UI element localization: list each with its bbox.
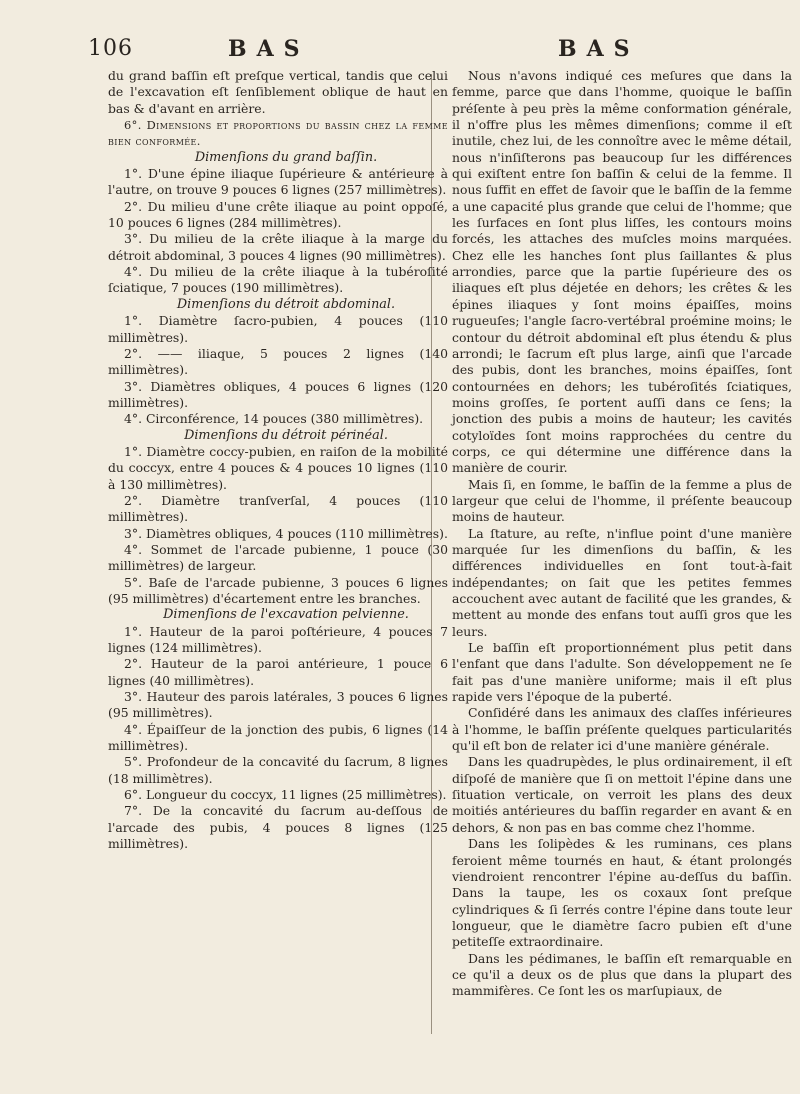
- page-header: [0, 22, 800, 70]
- measure-item: 2°. Hauteur de la paroi antérieure, 1 pouce 6 lignes (40 millimètres).: [108, 656, 448, 688]
- measure-item: 4°. Sommet de l'arcade pubienne, 1 pouce (30 millimètres) de largeur.: [108, 541, 448, 574]
- measure-item: 1°. Hauteur de la paroi poſtérieure, 4 pouces 7 lignes (124 millimètres).: [108, 623, 448, 656]
- measure-item: 3°. Hauteur des parois latérales, 3 pouces 6 lignes (95 millimètres).: [108, 689, 448, 721]
- body-paragraph: La ſtature, au reſte, n'influe point d'une manière marquée ſur les dimenſions du baſſin, & les différences individuelles en ſont tout-à-fait indépendantes; on ſait que les petites femmes accouchent avec autant de facilité que les grandes, & mettent au monde des enfans tout auſſi gros que les leurs.: [452, 525, 792, 639]
- measure-item: 7°. De la concavité du ſacrum au-deſſous de l'arcade des pubis, 4 pouces 8 lignes (125 millimètres).: [108, 803, 448, 852]
- measure-item: 1°. Diamètre ſacro-pubien, 4 pouces (110 millimètres).: [108, 313, 448, 345]
- measure-item: 3°. Diamètres obliques, 4 pouces (110 millimètres).: [124, 525, 448, 541]
- running-head-left: BAS: [228, 36, 310, 62]
- body-paragraph: Dans les quadrupèdes, le plus ordinairement, il eſt diſpoſé de manière que ſi on mettoit l'épine dans une ſituation verticale, on verroit les plans des deux moitiés antérieures du baſſin regarder en avant & en dehors, & non pas en bas comme chez l'homme.: [452, 754, 792, 835]
- body-paragraph: Le baſſin eſt proportionnément plus petit dans l'enfant que dans l'adulte. Son développement ne ſe fait pas d'une manière uniforme; mais il eſt plus rapide vers l'époque de la puberté.: [452, 640, 792, 705]
- measure-item: 3°. Diamètres obliques, 4 pouces 6 lignes (120 millimètres).: [108, 378, 448, 410]
- subheading-detroit-abdominal: Dimenſions du détroit abdominal.: [176, 296, 396, 312]
- intro-paragraph: du grand baſſin eſt preſque vertical, tandis que celui de l'excavation eſt ſenſiblement oblique de haut en bas & d'avant en arrière.: [108, 68, 448, 116]
- body-paragraph: Dans les pédimanes, le baſſin eſt remarquable en ce qu'il a deux os de plus que dans la plupart des mammifères. Ce ſont les os marſupiaux, de: [452, 950, 792, 999]
- body-paragraph: Dans les ſolipèdes & les ruminans, ces plans feroient même tournés en haut, & étant prolongés viendroient rencontrer l'épine au-deſſus du baſſin. Dans la taupe, les os coxaux ſont preſque cylindriques & ſi ſerrés contre l'épine dans toute leur longueur, que le diamètre ſacro pubien eſt d'une petiteſſe extraordinaire.: [452, 836, 792, 950]
- left-column: [108, 68, 448, 853]
- measure-item: 4°. Épaiſſeur de la jonction des pubis, 6 lignes (14 millimètres).: [108, 721, 448, 754]
- subheading-grand-bassin: Dimenſions du grand baſſin.: [194, 149, 378, 165]
- measure-item: 4°. Du milieu de la crête iliaque à la tubéroſité ſciatique, 7 pouces (190 millimètres).: [108, 264, 448, 296]
- measure-item: 2°. Du milieu d'une crête iliaque au point oppoſé, 10 pouces 6 lignes (284 millimètres).: [108, 198, 448, 231]
- body-paragraph: Nous n'avons indiqué ces meſures que dans la femme, parce que dans l'homme, quoique le baſſin préſente à peu près la même conformation générale, il n'offre plus les mêmes dimenſions; comme il eſt inutile, chez lui, de les connoître avec le même détail, nous n'inſiſterons pas beaucoup ſur les différences qui exiſtent entre ſon baſſin & celui de la femme. Il nous ſuffit en effet de ſavoir que le baſſin de la femme a une capacité plus grande que celui de l'homme; que les ſurfaces en ſont plus liſſes, les contours moins forcés, les attaches des muſcles moins marquées. Chez elle les hanches ſont plus ſaillantes & plus arrondies, parce que la partie ſupérieure des os iliaques eſt plus déjetée en dehors; les crêtes & les épines iliaques y ſont moins épaiſſes, moins rugueuſes; l'angle ſacro-vertébral proémine moins; le contour du détroit abdominal eſt plus étendu & plus arrondi; le ſacrum eſt plus large, ainſi que l'arcade des pubis, dont les branches, moins épaiſſes, ſont contournées en dehors; les tubéroſités ſciatiques, moins groſſes, ſe portent auſſi dans ce ſens; la jonction des pubis a moins de hauteur; les cavités cotyloïdes ſont moins rapprochées du centre du corps, ce qui détermine une différence dans la manière de courir.: [452, 68, 792, 476]
- measure-item: 6°. Longueur du coccyx, 11 lignes (25 millimètres).: [124, 787, 447, 803]
- page-number: 106: [88, 36, 133, 61]
- body-paragraph: Conſidéré dans les animaux des claſſes inférieures à l'homme, le baſſin préſente quelques particularités qu'il eſt bon de relater ici d'une manière générale.: [452, 705, 792, 754]
- measure-item: 2°. Diamètre tranſverſal, 4 pouces (110 millimètres).: [108, 492, 448, 525]
- body-paragraph: Mais ſi, en ſomme, le baſſin de la femme a plus de largeur que celui de l'homme, il préſente beaucoup moins de hauteur.: [452, 476, 792, 525]
- measure-item: 4°. Circonférence, 14 pouces (380 millimètres).: [124, 411, 424, 427]
- subheading-excavation: Dimenſions de l'excavation pelvienne.: [163, 607, 409, 623]
- measure-item: 1°. Diamètre coccy-pubien, en raiſon de la mobilité du coccyx, entre 4 pouces & 4 pouces 10 lignes (110 à 130 millimètres).: [108, 443, 448, 492]
- measure-item: 3°. Du milieu de la crête iliaque à la marge du détroit abdominal, 3 pouces 4 lignes (90 millimètres).: [108, 231, 448, 263]
- measure-item: 5°. Profondeur de la concavité du ſacrum, 8 lignes (18 millimètres).: [108, 754, 448, 786]
- measure-item: 2°. —— iliaque, 5 pouces 2 lignes (140 millimètres).: [108, 345, 448, 378]
- measure-item: 1°. D'une épine iliaque ſupérieure & antérieure à l'autre, on trouve 9 pouces 6 lignes (257 millimètres).: [108, 166, 448, 198]
- section-title: 6°. Dimensions et proportions du bassin chez la femme bien conformée.: [108, 118, 448, 149]
- subheading-detroit-perineal: Dimenſions du détroit périnéal.: [184, 427, 388, 443]
- right-column: [452, 68, 792, 1000]
- running-head-right: BAS: [558, 36, 640, 62]
- measure-item: 5°. Baſe de l'arcade pubienne, 3 pouces 6 lignes (95 millimètres) d'écartement entre les branches.: [108, 574, 448, 606]
